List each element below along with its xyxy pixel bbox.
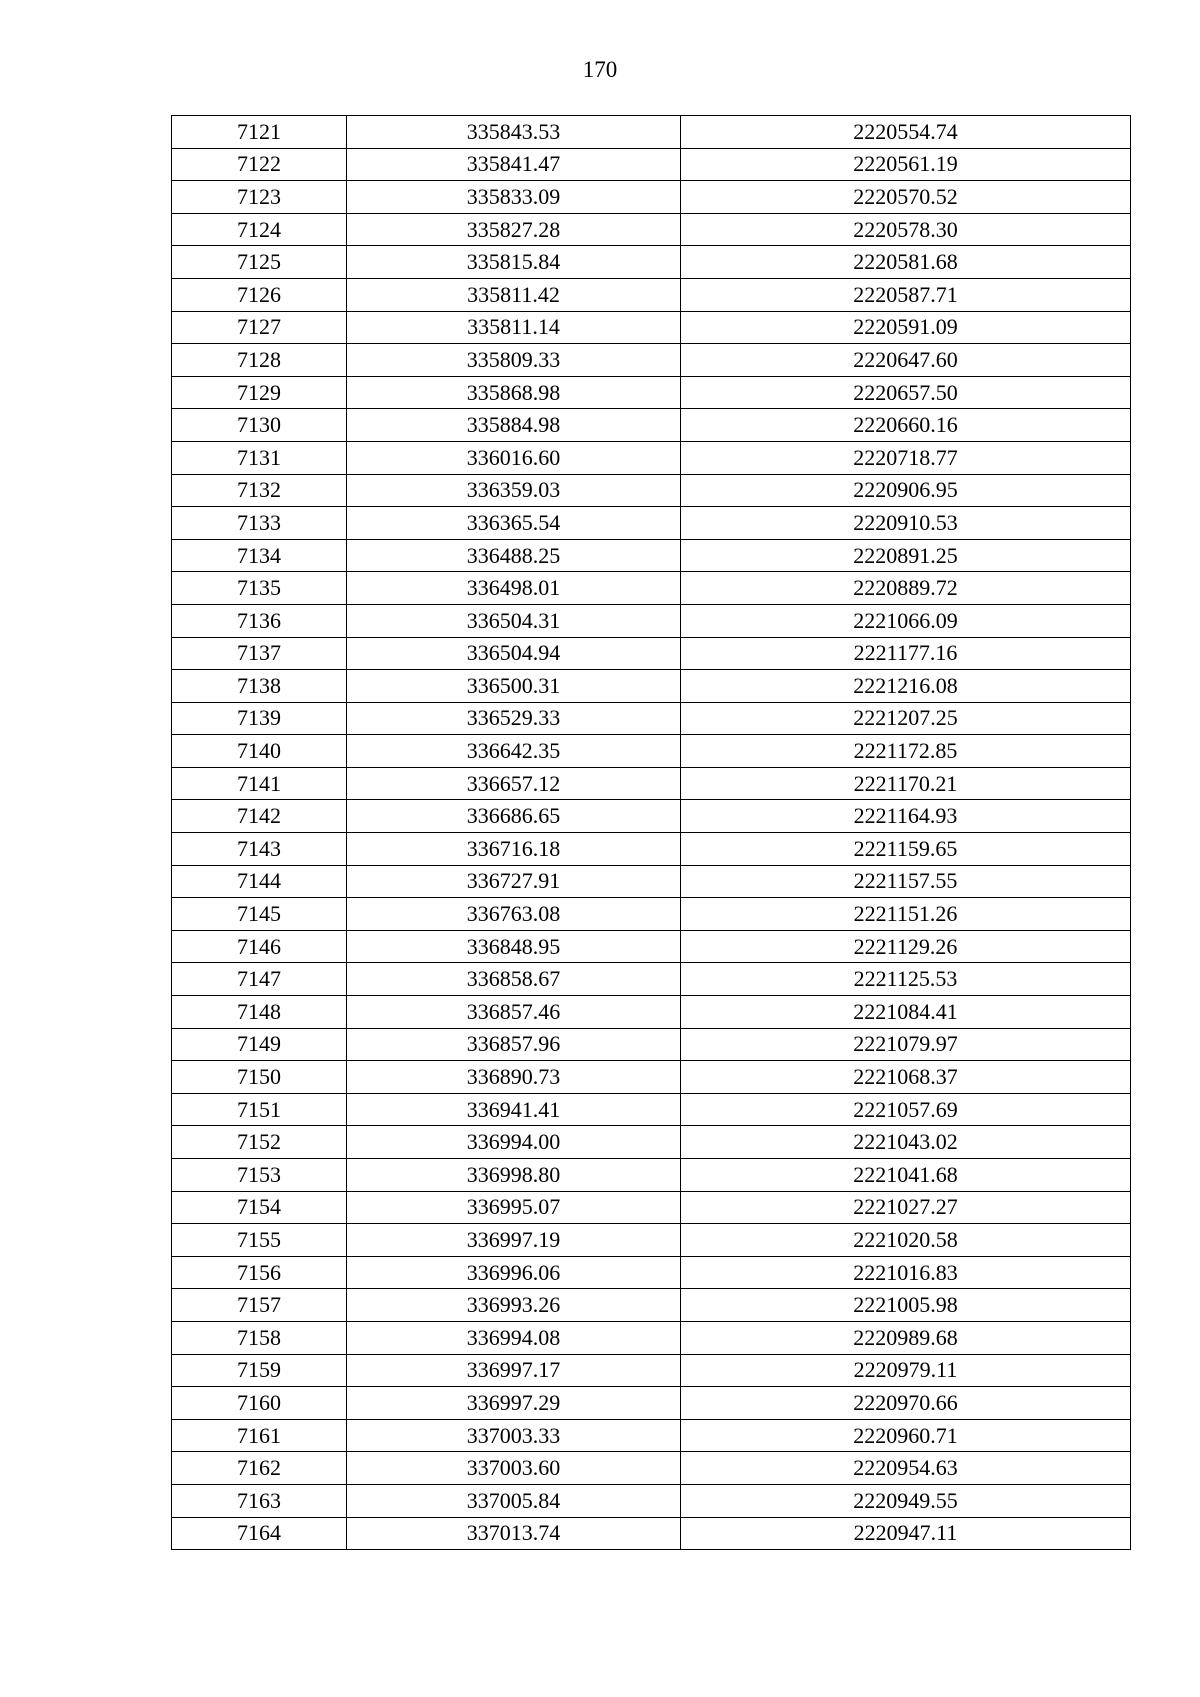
table-row [172,213,1131,246]
point-id-cell: 7145 [172,898,347,931]
page-number: 170 [582,57,618,82]
x-coordinate-cell: 336995.07 [347,1191,681,1224]
x-coordinate-cell: 336763.08 [347,898,681,931]
y-coordinate-cell: 2221172.85 [681,735,1131,768]
point-id-cell: 7158 [172,1321,347,1354]
point-id-cell: 7134 [172,539,347,572]
y-coordinate-cell: 2220910.53 [681,507,1131,540]
point-id-cell: 7129 [172,376,347,409]
point-id-cell: 7147 [172,963,347,996]
y-coordinate-cell: 2220989.68 [681,1321,1131,1354]
point-id-cell: 7151 [172,1093,347,1126]
point-id-cell: 7139 [172,702,347,735]
table-row [172,116,1131,149]
point-id-cell: 7123 [172,181,347,214]
table-row [172,767,1131,800]
y-coordinate-cell: 2221057.69 [681,1093,1131,1126]
point-id-cell: 7152 [172,1126,347,1159]
table-row [172,246,1131,279]
y-coordinate-cell: 2221216.08 [681,670,1131,703]
table-row [172,441,1131,474]
y-coordinate-cell: 2220578.30 [681,213,1131,246]
table-row [172,1387,1131,1420]
y-coordinate-cell: 2220906.95 [681,474,1131,507]
point-id-cell: 7153 [172,1159,347,1192]
coordinate-table [171,115,1131,1550]
table-row [172,311,1131,344]
point-id-cell: 7131 [172,441,347,474]
y-coordinate-cell: 2220949.55 [681,1484,1131,1517]
point-id-cell: 7136 [172,604,347,637]
x-coordinate-cell: 336858.67 [347,963,681,996]
x-coordinate-cell: 336504.94 [347,637,681,670]
x-coordinate-cell: 336997.29 [347,1387,681,1420]
point-id-cell: 7125 [172,246,347,279]
y-coordinate-cell: 2220960.71 [681,1419,1131,1452]
x-coordinate-cell: 336857.96 [347,1028,681,1061]
y-coordinate-cell: 2220889.72 [681,572,1131,605]
x-coordinate-cell: 336890.73 [347,1061,681,1094]
table-row [172,1321,1131,1354]
table-row [172,572,1131,605]
x-coordinate-cell: 336716.18 [347,833,681,866]
table-row [172,1452,1131,1485]
table-row [172,930,1131,963]
y-coordinate-cell: 2220657.50 [681,376,1131,409]
point-id-cell: 7156 [172,1256,347,1289]
x-coordinate-cell: 336848.95 [347,930,681,963]
y-coordinate-cell: 2221084.41 [681,996,1131,1029]
point-id-cell: 7137 [172,637,347,670]
x-coordinate-cell: 336498.01 [347,572,681,605]
table-row [172,670,1131,703]
x-coordinate-cell: 335809.33 [347,344,681,377]
table-row [172,1191,1131,1224]
point-id-cell: 7127 [172,311,347,344]
table-row [172,1256,1131,1289]
y-coordinate-cell: 2220591.09 [681,311,1131,344]
y-coordinate-cell: 2220587.71 [681,278,1131,311]
table-row [172,474,1131,507]
y-coordinate-cell: 2221159.65 [681,833,1131,866]
y-coordinate-cell: 2221005.98 [681,1289,1131,1322]
y-coordinate-cell: 2221041.68 [681,1159,1131,1192]
table-row [172,833,1131,866]
x-coordinate-cell: 336994.08 [347,1321,681,1354]
y-coordinate-cell: 2221043.02 [681,1126,1131,1159]
point-id-cell: 7132 [172,474,347,507]
table-row [172,148,1131,181]
x-coordinate-cell: 336365.54 [347,507,681,540]
point-id-cell: 7128 [172,344,347,377]
x-coordinate-cell: 335843.53 [347,116,681,149]
point-id-cell: 7144 [172,865,347,898]
table-row [172,604,1131,637]
point-id-cell: 7160 [172,1387,347,1420]
x-coordinate-cell: 335815.84 [347,246,681,279]
table-row [172,1028,1131,1061]
x-coordinate-cell: 337013.74 [347,1517,681,1550]
point-id-cell: 7124 [172,213,347,246]
x-coordinate-cell: 336016.60 [347,441,681,474]
point-id-cell: 7122 [172,148,347,181]
table-row [172,539,1131,572]
point-id-cell: 7164 [172,1517,347,1550]
x-coordinate-cell: 336500.31 [347,670,681,703]
x-coordinate-cell: 337003.60 [347,1452,681,1485]
y-coordinate-cell: 2221207.25 [681,702,1131,735]
point-id-cell: 7130 [172,409,347,442]
x-coordinate-cell: 337005.84 [347,1484,681,1517]
x-coordinate-cell: 336996.06 [347,1256,681,1289]
point-id-cell: 7141 [172,767,347,800]
x-coordinate-cell: 336994.00 [347,1126,681,1159]
y-coordinate-cell: 2221157.55 [681,865,1131,898]
point-id-cell: 7138 [172,670,347,703]
table-row [172,181,1131,214]
table-row [172,1354,1131,1387]
point-id-cell: 7162 [172,1452,347,1485]
y-coordinate-cell: 2220581.68 [681,246,1131,279]
y-coordinate-cell: 2221164.93 [681,800,1131,833]
x-coordinate-cell: 336857.46 [347,996,681,1029]
x-coordinate-cell: 336997.19 [347,1224,681,1257]
point-id-cell: 7133 [172,507,347,540]
point-id-cell: 7150 [172,1061,347,1094]
y-coordinate-cell: 2220647.60 [681,344,1131,377]
y-coordinate-cell: 2220891.25 [681,539,1131,572]
table-row [172,1419,1131,1452]
x-coordinate-cell: 335868.98 [347,376,681,409]
point-id-cell: 7146 [172,930,347,963]
y-coordinate-cell: 2221016.83 [681,1256,1131,1289]
y-coordinate-cell: 2220570.52 [681,181,1131,214]
point-id-cell: 7143 [172,833,347,866]
point-id-cell: 7155 [172,1224,347,1257]
y-coordinate-cell: 2220954.63 [681,1452,1131,1485]
y-coordinate-cell: 2221177.16 [681,637,1131,670]
point-id-cell: 7142 [172,800,347,833]
y-coordinate-cell: 2220660.16 [681,409,1131,442]
y-coordinate-cell: 2221170.21 [681,767,1131,800]
table-row [172,735,1131,768]
table-row [172,376,1131,409]
point-id-cell: 7135 [172,572,347,605]
y-coordinate-cell: 2220718.77 [681,441,1131,474]
point-id-cell: 7159 [172,1354,347,1387]
x-coordinate-cell: 336997.17 [347,1354,681,1387]
y-coordinate-cell: 2220554.74 [681,116,1131,149]
x-coordinate-cell: 336488.25 [347,539,681,572]
point-id-cell: 7148 [172,996,347,1029]
table-row [172,996,1131,1029]
table-row [172,800,1131,833]
y-coordinate-cell: 2220970.66 [681,1387,1131,1420]
y-coordinate-cell: 2220561.19 [681,148,1131,181]
x-coordinate-cell: 336686.65 [347,800,681,833]
y-coordinate-cell: 2221125.53 [681,963,1131,996]
table-row [172,409,1131,442]
point-id-cell: 7163 [172,1484,347,1517]
x-coordinate-cell: 336998.80 [347,1159,681,1192]
y-coordinate-cell: 2221066.09 [681,604,1131,637]
table-row [172,898,1131,931]
point-id-cell: 7121 [172,116,347,149]
y-coordinate-cell: 2221027.27 [681,1191,1131,1224]
y-coordinate-cell: 2221151.26 [681,898,1131,931]
table-row [172,1289,1131,1322]
x-coordinate-cell: 336359.03 [347,474,681,507]
x-coordinate-cell: 336529.33 [347,702,681,735]
table-row [172,702,1131,735]
x-coordinate-cell: 335833.09 [347,181,681,214]
point-id-cell: 7126 [172,278,347,311]
x-coordinate-cell: 335811.14 [347,311,681,344]
table-row [172,1093,1131,1126]
table-row [172,507,1131,540]
point-id-cell: 7140 [172,735,347,768]
y-coordinate-cell: 2220979.11 [681,1354,1131,1387]
x-coordinate-cell: 336941.41 [347,1093,681,1126]
table-row [172,963,1131,996]
y-coordinate-cell: 2221068.37 [681,1061,1131,1094]
x-coordinate-cell: 336993.26 [347,1289,681,1322]
x-coordinate-cell: 336504.31 [347,604,681,637]
table-row [172,637,1131,670]
point-id-cell: 7157 [172,1289,347,1322]
x-coordinate-cell: 336642.35 [347,735,681,768]
table-row [172,865,1131,898]
point-id-cell: 7149 [172,1028,347,1061]
table-row [172,1484,1131,1517]
y-coordinate-cell: 2221079.97 [681,1028,1131,1061]
point-id-cell: 7161 [172,1419,347,1452]
table-row [172,1126,1131,1159]
table-row [172,1517,1131,1550]
table-row [172,1224,1131,1257]
x-coordinate-cell: 336727.91 [347,865,681,898]
point-id-cell: 7154 [172,1191,347,1224]
table-row [172,1159,1131,1192]
y-coordinate-cell: 2221020.58 [681,1224,1131,1257]
coordinate-table-body [172,116,1131,1550]
y-coordinate-cell: 2220947.11 [681,1517,1131,1550]
x-coordinate-cell: 336657.12 [347,767,681,800]
x-coordinate-cell: 335841.47 [347,148,681,181]
x-coordinate-cell: 335811.42 [347,278,681,311]
x-coordinate-cell: 337003.33 [347,1419,681,1452]
y-coordinate-cell: 2221129.26 [681,930,1131,963]
table-row [172,1061,1131,1094]
table-row [172,278,1131,311]
x-coordinate-cell: 335827.28 [347,213,681,246]
table-row [172,344,1131,377]
x-coordinate-cell: 335884.98 [347,409,681,442]
